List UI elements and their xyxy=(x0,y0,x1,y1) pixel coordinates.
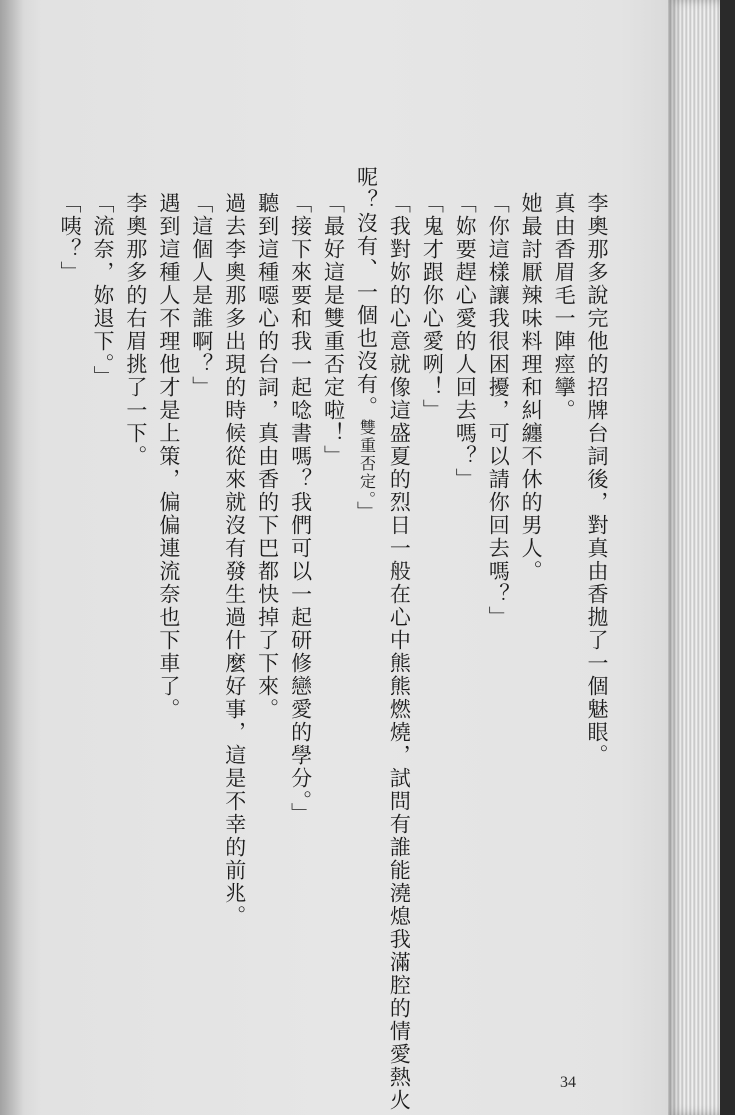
text-column: 李奧那多說完他的招牌台詞後，對真由香拋了一個魅眼。 xyxy=(585,192,609,767)
page-edges xyxy=(668,0,720,1115)
continuation-end: 」 xyxy=(354,501,379,524)
continuation-main: 呢？沒有、一個也沒有。 xyxy=(354,166,379,419)
text-column: 聽到這種噁心的台詞，真由香的下巴都快掉了下來。 xyxy=(255,192,280,721)
page-number: 34 xyxy=(560,1074,576,1091)
text-column: 「你這樣讓我很困擾，可以請你回去嗎？」 xyxy=(486,192,511,629)
spine-shadow xyxy=(0,0,24,1115)
text-column: 她最討厭辣味料理和糾纏不休的男人。 xyxy=(519,192,544,583)
text-column: 「妳要趕心愛的人回去嗎？」 xyxy=(453,192,478,491)
text-column: 「流奈，妳退下。」 xyxy=(90,192,115,389)
text-column: 遇到這種人不理他才是上策，偏偏連流奈也下車了。 xyxy=(156,192,181,721)
text-column: 「咦？」 xyxy=(58,192,82,284)
text-column-continuation xyxy=(347,150,380,524)
text-column: 「最好這是雙重否定啦！」 xyxy=(321,192,346,468)
text-column: 「鬼才跟你心愛咧！」 xyxy=(420,192,445,422)
text-column: 「我對妳的心意就像這盛夏的烈日一般在心中熊熊燃燒，試問有誰能澆熄我滿腔的情愛熱火 xyxy=(387,192,412,1112)
text-column: 李奧那多的右眉挑了一下。 xyxy=(123,192,148,468)
text-column: 真由香眉毛一陣痙攣。 xyxy=(552,192,577,422)
text-column: 過去李奧那多出現的時候從來就沒有發生過什麼好事，這是不幸的前兆。 xyxy=(222,192,247,928)
text-column: 「這個人是誰啊？」 xyxy=(189,192,214,399)
continuation-small: 雙重否定。 xyxy=(357,419,377,501)
text-column: 「接下來要和我一起唸書嗎？我們可以一起研修戀愛的學分。」 xyxy=(288,192,313,826)
